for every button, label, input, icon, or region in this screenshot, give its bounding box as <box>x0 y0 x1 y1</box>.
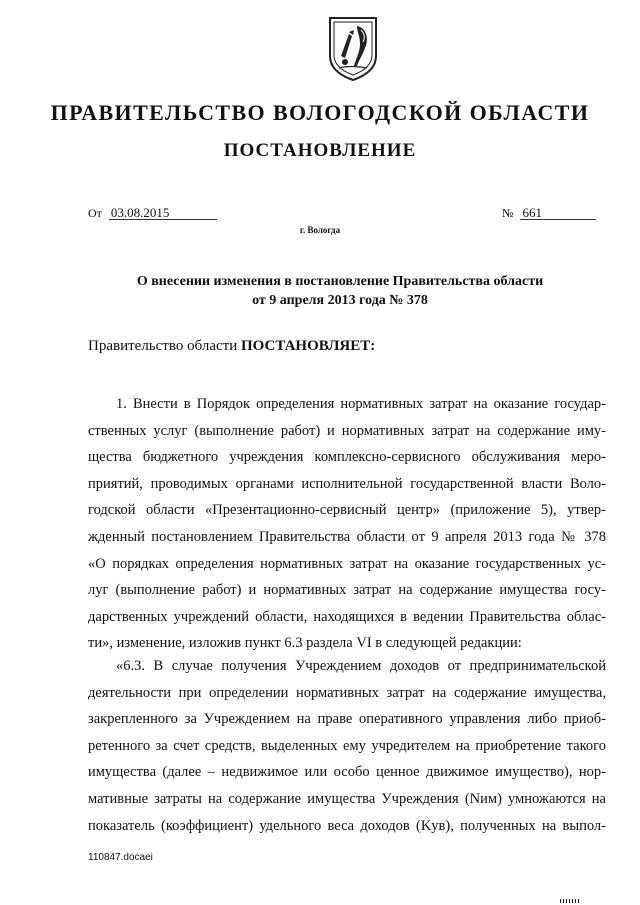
text-line: «О порядках определения нормативных затрат на оказание государственных ус- <box>88 555 606 572</box>
paragraph-2 <box>88 653 606 839</box>
date-field <box>88 206 217 221</box>
text-line: «6.3. В случае получения Учреждением доходов от предпринимательской <box>116 658 606 674</box>
lead-text: Правительство области <box>88 338 238 354</box>
text-line: деятельности при определении нормативных затрат на содержание имущества, <box>88 684 606 701</box>
text-line: ретенного за счет средств, выделенных ему учредителем на приобретение такого <box>88 737 606 754</box>
date-label: От <box>88 206 102 220</box>
text-line: ственных услуг (выполнение работ) и нормативных затрат на содержание иму- <box>88 422 606 439</box>
text-line: показатель (коэффициент) удельного веса доходов (Kув), полученных на выпол- <box>88 817 606 834</box>
text-line: дарственных учреждений области, находящихся в ведении Правительства облас- <box>88 608 606 625</box>
city-label: г. Вологда <box>299 225 341 235</box>
text-line: луг (выполнение работ) и нормативных затрат на содержание имущества госу- <box>88 582 606 599</box>
text-line: годской области «Презентационно-сервисный центр» (приложение 5), утвер- <box>88 502 606 519</box>
text-line: мативные затраты на содержание имущества Учреждения (Nим) умножаются на <box>88 790 606 807</box>
text-line: щества бюджетного учреждения комплексно-сервисного обслуживания меро- <box>88 449 606 466</box>
paragraph-1 <box>88 391 606 657</box>
file-id: 110847.docaei <box>88 852 153 863</box>
number-value: 661 <box>520 206 596 220</box>
text-line: имущества (далее – недвижимое или особо ценное движимое имущество), нор- <box>88 764 606 781</box>
text-line: приятий, проводимых органами исполнительной государственной власти Воло- <box>88 475 606 492</box>
coat-of-arms-emblem <box>327 16 379 82</box>
document-subject <box>110 272 570 310</box>
number-label: № <box>502 206 514 220</box>
resolution-lead <box>88 338 375 355</box>
text-line: закрепленного за Учреждением на праве оперативного управления либо приоб- <box>88 711 606 728</box>
text-line: 1. Внести в Порядок определения нормативных затрат на оказание государ- <box>116 396 606 412</box>
text-line: жденный постановлением Правительства области от 9 апреля 2013 года № 378 <box>88 528 606 545</box>
document-type: ПОСТАНОВЛЕНИЕ <box>223 140 417 161</box>
scan-mark <box>560 899 580 903</box>
subject-line: О внесении изменения в постановление Правительства области <box>136 274 544 289</box>
org-title: ПРАВИТЕЛЬСТВО ВОЛОГОДСКОЙ ОБЛАСТИ <box>50 100 590 125</box>
lead-bold: ПОСТАНОВЛЯЕТ: <box>240 338 376 354</box>
text-line: ти», изменение, изложив пункт 6.3 раздела VI в следующей редакции: <box>88 635 522 652</box>
date-value: 03.08.2015 <box>109 206 217 220</box>
number-field <box>502 206 596 221</box>
subject-line: от 9 апреля 2013 года № 378 <box>252 293 428 308</box>
